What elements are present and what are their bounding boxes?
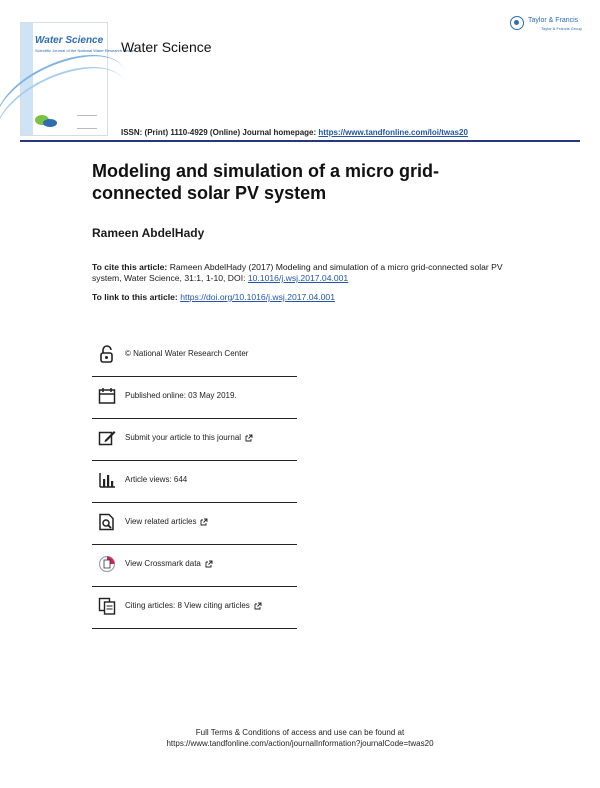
related-articles-text: View related articles: [125, 517, 197, 526]
citing-articles-link[interactable]: [125, 601, 262, 610]
crossmark-icon: [98, 555, 116, 573]
publisher-logo[interactable]: [510, 14, 585, 36]
external-link-icon: [254, 602, 262, 610]
article-url-link[interactable]: https://doi.org/10.1016/j.wsj.2017.04.001: [180, 292, 335, 302]
link-label: To link to this article:: [92, 292, 178, 302]
calendar-icon: [98, 387, 116, 405]
submit-article-text: Submit your article to this journal: [125, 433, 242, 442]
crossmark-text: View Crossmark data: [125, 559, 201, 568]
copyright-text: © National Water Research Center: [125, 349, 249, 358]
related-articles-link[interactable]: [125, 517, 208, 526]
external-link-icon: [200, 518, 208, 526]
footer: [0, 727, 600, 749]
crossmark-link[interactable]: [125, 559, 213, 568]
submit-row[interactable]: [92, 419, 297, 461]
cite-text: Rameen AbdelHady (2017) Modeling and simulation of a micro grid-connected solar PV system, Water Science, 31:1, 1-10, DOI:: [92, 262, 503, 283]
article-link-block: [92, 292, 522, 303]
open-lock-icon: [98, 345, 116, 363]
cover-subtitle: Scientific Journal of the National Water Research Center: [35, 48, 136, 53]
article-title: Modeling and simulation of a micro grid-connected solar PV system: [92, 161, 440, 203]
doi-link[interactable]: 10.1016/j.wsj.2017.04.001: [247, 273, 349, 283]
published-date: Published online: 03 May 2019.: [125, 391, 237, 400]
related-articles-icon: [98, 513, 116, 531]
cover-title: Water Science: [35, 35, 104, 46]
footer-terms-url[interactable]: https://www.tandfonline.com/action/journalInformation?journalCode=twas20: [166, 739, 434, 748]
journal-homepage-link[interactable]: https://www.tandfonline.com/loi/twas20: [318, 128, 468, 137]
publisher-tagline: Taylor & Francis Group: [541, 26, 582, 31]
copyright-row: [92, 335, 297, 377]
footer-terms-text: Full Terms & Conditions of access and use can be found at: [195, 728, 405, 737]
submit-article-link[interactable]: [125, 433, 253, 442]
article-author: Rameen AbdelHady: [92, 226, 205, 240]
article-views: Article views: 644: [125, 475, 188, 484]
published-row: [92, 377, 297, 419]
publisher-name: Taylor & Francis: [528, 17, 579, 24]
cover-decoration: [77, 115, 97, 129]
citing-articles-icon: [98, 597, 116, 615]
cover-logo-icon: [43, 119, 57, 127]
citation-block: [92, 262, 522, 284]
citing-articles-text: Citing articles: 8 View citing articles: [125, 601, 250, 610]
issn-text: ISSN: (Print) 1110-4929 (Online) Journal homepage:: [121, 128, 317, 137]
views-row: [92, 461, 297, 503]
crossmark-row[interactable]: [92, 545, 297, 587]
publisher-logo-icon: [510, 16, 524, 30]
cite-label: To cite this article:: [92, 262, 168, 272]
related-row[interactable]: [92, 503, 297, 545]
citing-row[interactable]: [92, 587, 297, 629]
issn-line: [121, 128, 468, 137]
article-info-panel: [92, 335, 297, 629]
journal-name[interactable]: Water Science: [121, 39, 212, 55]
external-link-icon: [245, 434, 253, 442]
external-link-icon: [205, 560, 213, 568]
bar-chart-icon: [98, 471, 116, 489]
edit-icon: [98, 429, 116, 447]
journal-cover-image: [20, 22, 136, 136]
header-divider: [20, 140, 580, 142]
